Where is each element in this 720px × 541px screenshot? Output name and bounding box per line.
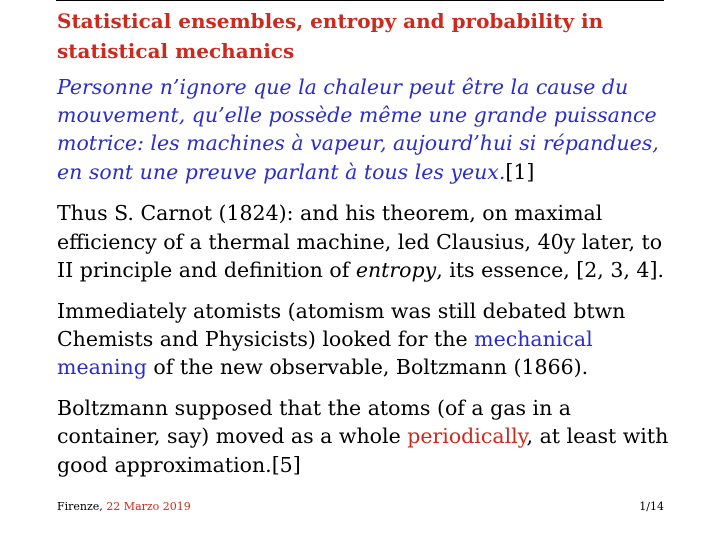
quote-line-4: en sont une preuve parlant à tous les yeux.[1] (57, 160, 535, 184)
meaning-highlight: meaning (57, 355, 147, 379)
quote-line-3: motrice: les machines à vapeur, aujourd’hui si répandues, (57, 131, 659, 155)
paragraph-1-line-3: II principle and definition of entropy, its essence, [2, 3, 4]. (57, 258, 664, 282)
paragraph-2-line-2: Chemists and Physicists) looked for the mechanical (57, 327, 593, 351)
quote-citation: [1] (505, 160, 535, 184)
paragraph-2-line-3: meaning of the new observable, Boltzmann (1866). (57, 355, 589, 379)
paragraph-3-line-2: container, say) moved as a whole periodically, at least with (57, 424, 669, 448)
quote-line-1: Personne n’ignore que la chaleur peut être la cause du (57, 75, 629, 99)
page-number: 1/14 (639, 500, 664, 513)
paragraph-1-line-2: efficiency of a thermal machine, led Clausius, 40y later, to (57, 230, 663, 254)
footer-place: Firenze, (57, 500, 103, 513)
top-rule (56, 0, 664, 1)
paragraph-1-line-1: Thus S. Carnot (1824): and his theorem, on maximal (57, 201, 603, 225)
periodically-highlight: periodically (407, 424, 527, 448)
slide-title (57, 6, 657, 66)
footer-date: 22 Marzo 2019 (106, 500, 191, 513)
paragraph-3-line-3: good approximation.[5] (57, 453, 301, 477)
paragraph-2-line-1: Immediately atomists (atomism was still debated btwn (57, 299, 626, 323)
title-line-1: Statistical ensembles, entropy and probability in (57, 9, 604, 33)
mechanical-highlight: mechanical (474, 327, 593, 351)
quote-line-2: mouvement, qu’elle possède même une grande puissance (57, 103, 657, 127)
paragraph-3-line-1: Boltzmann supposed that the atoms (of a gas in a (57, 396, 572, 420)
footer-place-date (57, 500, 191, 514)
entropy-emphasis: entropy (355, 258, 437, 282)
title-line-2: statistical mechanics (57, 39, 295, 63)
